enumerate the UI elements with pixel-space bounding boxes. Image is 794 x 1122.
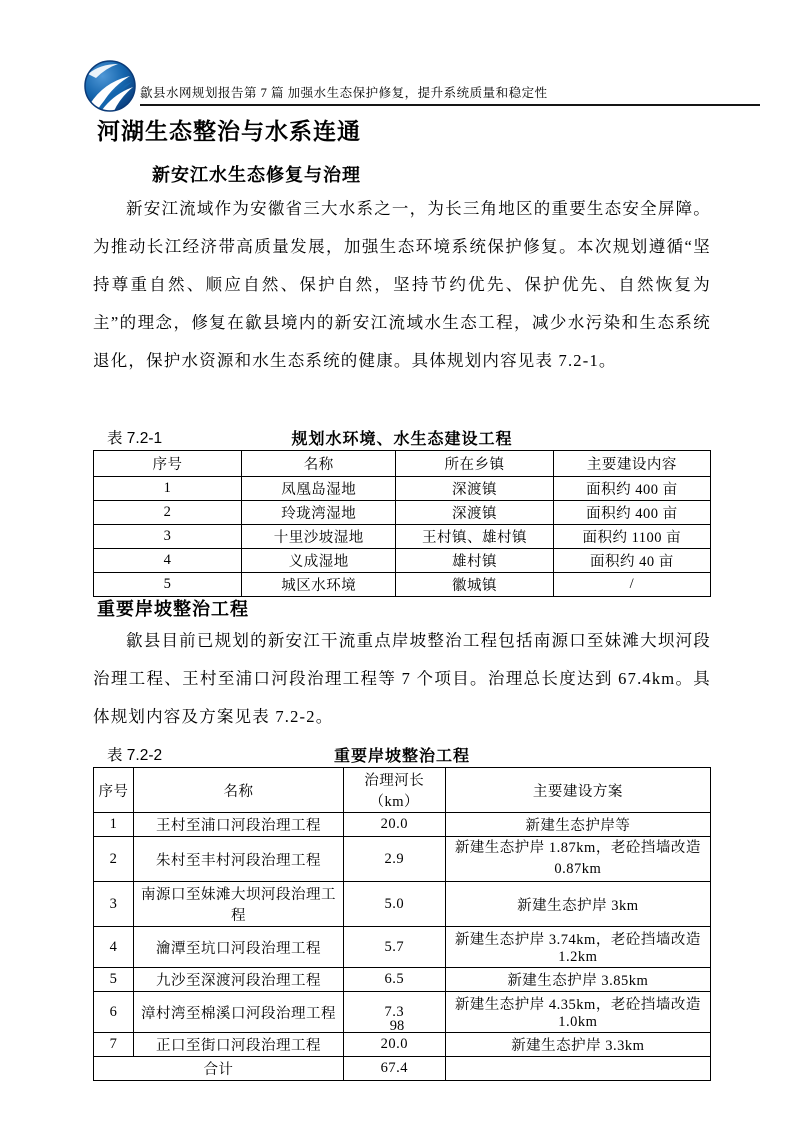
table2-caption [93,743,711,763]
table-cell: 新建生态护岸 3.85km [445,968,710,992]
table-cell: 凤凰岛湿地 [242,477,396,501]
table-cell: 3 [94,525,242,549]
column-header: 名称 [242,451,396,477]
table-cell: 5 [94,573,242,597]
table-cell: 面积约 40 亩 [553,549,710,573]
table-cell: 义成湿地 [242,549,396,573]
table-cell: 2 [94,837,134,882]
table-cell: 2 [94,501,242,525]
table-cell: 面积约 400 亩 [553,477,710,501]
column-header: 主要建设内容 [553,451,710,477]
table1-caption [93,426,711,446]
table-row [94,927,711,968]
table-cell: 雄村镇 [396,549,553,573]
table-row [94,882,711,927]
table-cell: 20.0 [343,813,445,837]
table-cell: 5.7 [343,927,445,968]
table-cell: 城区水环境 [242,573,396,597]
table-cell: 7 [94,1033,134,1057]
table-cell: / [553,573,710,597]
column-header: 序号 [94,768,134,813]
table-cell: 面积约 1100 亩 [553,525,710,549]
page-header [84,60,760,112]
table-cell: 1 [94,477,242,501]
table-row [94,549,711,573]
table-cell: 4 [94,927,134,968]
table-cell: 新建生态护岸等 [445,813,710,837]
table-row [94,837,711,882]
table-row [94,501,711,525]
table-row [94,477,711,501]
table-cell: 面积约 400 亩 [553,501,710,525]
table-cell: 1 [94,813,134,837]
table-cell: 徽城镇 [396,573,553,597]
column-header: 治理河长（km） [343,768,445,813]
table-header-row [94,768,711,813]
table-cell: 2.9 [343,837,445,882]
table-cell: 新建生态护岸 3km [445,882,710,927]
table-cell: 4 [94,549,242,573]
table-cell: 7.3 [343,992,445,1033]
table-cell: 3 [94,882,134,927]
table-row [94,573,711,597]
table-row [94,1033,711,1057]
planned-water-eco-projects-table [93,450,711,597]
section1-paragraph: 新安江流域作为安徽省三大水系之一，为长三角地区的重要生态安全屏障。为推动长江经济带高质量发展，加强生态环境系统保护修复。本次规划遵循“坚持尊重自然、顺应自然、保护自然，坚持节约优先、保护优先、自然恢复为主”的理念，修复在歙县境内的新安江流域水生态工程，减少水污染和生态系统退化，保护水资源和水生态系统的健康。具体规划内容见表 7.2-1。 [93,199,711,370]
water-network-logo-icon [84,60,136,112]
table2-label: 表 7.2-2 [107,747,163,764]
total-value-cell: 67.4 [343,1057,445,1081]
table-cell: 深渡镇 [396,477,553,501]
table-cell: 玲珑湾湿地 [242,501,396,525]
section1-heading: 新安江水生态修复与治理 [152,165,361,185]
table2-title: 重要岸坡整治工程 [333,748,470,765]
table-cell: 6.5 [343,968,445,992]
total-scheme-cell [445,1057,710,1081]
column-header: 序号 [94,451,242,477]
table-row [94,525,711,549]
total-label-cell: 合计 [94,1057,344,1081]
table-row [94,968,711,992]
table-cell: 瀹潭至坑口河段治理工程 [134,927,344,968]
table-cell: 漳村湾至棉溪口河段治理工程 [134,992,344,1033]
table-cell: 20.0 [343,1033,445,1057]
table-cell: 正口至街口河段治理工程 [134,1033,344,1057]
column-header: 所在乡镇 [396,451,553,477]
section2-paragraph: 歙县目前已规划的新安江干流重点岸坡整治工程包括南源口至妹滩大坝河段治理工程、王村至浦口河段治理工程等 7 个项目。治理总长度达到 67.4km。具体规划内容及方案见表 7.2-2。 [93,631,711,726]
column-header: 名称 [134,768,344,813]
table-cell: 新建生态护岸 4.35km，老砼挡墙改造 1.0km [445,992,710,1033]
table-cell: 王村镇、雄村镇 [396,525,553,549]
table-cell: 深渡镇 [396,501,553,525]
table-cell: 朱村至丰村河段治理工程 [134,837,344,882]
column-header: 主要建设方案 [445,768,710,813]
table-cell: 6 [94,992,134,1033]
table-cell: 王村至浦口河段治理工程 [134,813,344,837]
page-title: 河湖生态整治与水系连通 [97,118,361,144]
table-total-row [94,1057,711,1081]
table1-title: 规划水环境、水生态建设工程 [291,431,513,448]
table-cell: 新建生态护岸 1.87km，老砼挡墙改造 0.87km [445,837,710,882]
table-header-row [94,451,711,477]
header-running-title: 歙县水网规划报告第 7 篇 加强水生态保护修复，提升系统质量和稳定性 [140,83,760,106]
section2-heading: 重要岸坡整治工程 [97,599,249,619]
table-row [94,813,711,837]
table-cell: 十里沙坡湿地 [242,525,396,549]
table-cell: 九沙至深渡河段治理工程 [134,968,344,992]
table-cell: 5 [94,968,134,992]
table-cell: 5.0 [343,882,445,927]
table1-label: 表 7.2-1 [107,430,163,447]
table-cell: 南源口至妹滩大坝河段治理工程 [134,882,344,927]
table-cell: 新建生态护岸 3.74km，老砼挡墙改造 1.2km [445,927,710,968]
page-number: 98 [389,1018,405,1034]
table-cell: 新建生态护岸 3.3km [445,1033,710,1057]
